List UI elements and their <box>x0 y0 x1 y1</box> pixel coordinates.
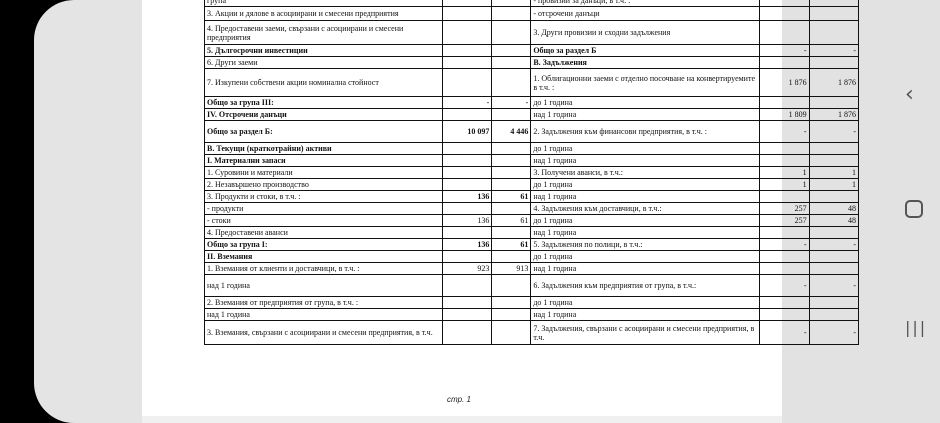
table-row <box>205 69 859 97</box>
asset-label: 6. Други заеми <box>205 57 443 69</box>
liability-label: 3. Други провизии и сходни задължения <box>531 21 760 45</box>
asset-previous <box>492 203 531 215</box>
asset-label: - стоки <box>205 215 443 227</box>
asset-current: 136 <box>442 215 491 227</box>
table-row <box>205 275 859 297</box>
table-row <box>205 121 859 143</box>
liability-label: до 1 година <box>531 179 760 191</box>
asset-previous <box>492 179 531 191</box>
asset-label: IV. Отсрочени данъци <box>205 109 443 121</box>
asset-current <box>442 21 491 45</box>
liability-current <box>760 251 809 263</box>
asset-previous <box>492 251 531 263</box>
asset-label: над 1 година <box>205 275 443 297</box>
liability-label: над 1 година <box>531 309 760 321</box>
liability-current: 1 876 <box>760 69 809 97</box>
table-row <box>205 309 859 321</box>
liability-previous <box>809 143 858 155</box>
liability-label: над 1 година <box>531 191 760 203</box>
liability-label: - отсрочени данъци <box>531 7 760 21</box>
asset-current <box>442 251 491 263</box>
asset-previous <box>492 45 531 57</box>
liability-label: до 1 година <box>531 215 760 227</box>
asset-current <box>442 227 491 239</box>
asset-label: група <box>205 0 443 7</box>
asset-previous <box>492 275 531 297</box>
asset-current <box>442 275 491 297</box>
liability-label: 7. Задължения, свързани с асоциирани и смесени предприятия, в т.ч. <box>531 321 760 345</box>
asset-previous <box>492 321 531 345</box>
recents-icon[interactable]: ||| <box>905 318 928 337</box>
liability-previous <box>809 297 858 309</box>
table-row <box>205 215 859 227</box>
table-row <box>205 109 859 121</box>
asset-previous: 913 <box>492 263 531 275</box>
asset-previous: 4 446 <box>492 121 531 143</box>
asset-label: 3. Акции и дялове в асоциирани и смесени предприятия <box>205 7 443 21</box>
asset-current <box>442 321 491 345</box>
asset-label: 7. Изкупени собствени акции номинална стойност <box>205 69 443 97</box>
liability-previous: - <box>809 121 858 143</box>
liability-previous <box>809 57 858 69</box>
liability-label: 3. Получени аванси, в т.ч.: <box>531 167 760 179</box>
asset-current <box>442 45 491 57</box>
table-row <box>205 155 859 167</box>
table-row <box>205 57 859 69</box>
liability-current: - <box>760 121 809 143</box>
liability-previous <box>809 21 858 45</box>
table-row <box>205 263 859 275</box>
asset-label: 1. Суровини и материали <box>205 167 443 179</box>
asset-label: 2. Вземания от предприятия от група, в т.ч. : <box>205 297 443 309</box>
next-page-edge <box>142 416 782 423</box>
liability-label: В. Задължения <box>531 57 760 69</box>
liability-previous <box>809 191 858 203</box>
table-row <box>205 45 859 57</box>
liability-previous: 1 <box>809 179 858 191</box>
liability-current <box>760 57 809 69</box>
asset-current: 10 097 <box>442 121 491 143</box>
liability-previous: - <box>809 321 858 345</box>
liability-label: 6. Задължения към предприятия от група, в т.ч.: <box>531 275 760 297</box>
liability-current <box>760 143 809 155</box>
table-row <box>205 179 859 191</box>
asset-current: 136 <box>442 191 491 203</box>
liability-current <box>760 97 809 109</box>
table-row <box>205 251 859 263</box>
liability-label: 5. Задължения по полици, в т.ч.: <box>531 239 760 251</box>
asset-label: 3. Вземания, свързани с асоциирани и смесени предприятия, в т.ч. <box>205 321 443 345</box>
asset-previous: 61 <box>492 215 531 227</box>
liability-label: - провизии за данъци, в т.ч. : <box>531 0 760 7</box>
asset-previous <box>492 155 531 167</box>
asset-current <box>442 167 491 179</box>
liability-label: над 1 година <box>531 263 760 275</box>
asset-current <box>442 109 491 121</box>
asset-label: 2. Незавършено производство <box>205 179 443 191</box>
liability-current: - <box>760 275 809 297</box>
liability-current <box>760 263 809 275</box>
asset-previous <box>492 7 531 21</box>
table-row <box>205 203 859 215</box>
asset-current <box>442 155 491 167</box>
liability-previous: - <box>809 45 858 57</box>
liability-current: 1 <box>760 179 809 191</box>
liability-label: Общо за раздел Б <box>531 45 760 57</box>
asset-previous <box>492 167 531 179</box>
asset-current: 136 <box>442 239 491 251</box>
asset-label: 5. Дългосрочни инвестиции <box>205 45 443 57</box>
asset-previous <box>492 57 531 69</box>
asset-previous: 61 <box>492 239 531 251</box>
asset-previous <box>492 21 531 45</box>
asset-previous <box>492 297 531 309</box>
table-row <box>205 297 859 309</box>
liability-current <box>760 297 809 309</box>
asset-label: I. Материални запаси <box>205 155 443 167</box>
liability-previous <box>809 97 858 109</box>
asset-previous: 61 <box>492 191 531 203</box>
asset-label: II. Вземания <box>205 251 443 263</box>
liability-previous <box>809 7 858 21</box>
asset-label: 1. Вземания от клиенти и доставчици, в т.ч. : <box>205 263 443 275</box>
table-row <box>205 7 859 21</box>
page-number: стр. 1 <box>447 395 471 404</box>
asset-previous <box>492 227 531 239</box>
asset-label: Общо за група I: <box>205 239 443 251</box>
liability-current: - <box>760 239 809 251</box>
asset-label: В. Текущи (краткотрайни) активи <box>205 143 443 155</box>
liability-label: 1. Облигационни заеми с отделно посочване на конвертируемите в т.ч. : <box>531 69 760 97</box>
table-row <box>205 239 859 251</box>
asset-current: - <box>442 97 491 109</box>
liability-label: 4. Задължения към доставчици, в т.ч.: <box>531 203 760 215</box>
liability-previous: 48 <box>809 215 858 227</box>
liability-current <box>760 309 809 321</box>
asset-previous <box>492 309 531 321</box>
liability-previous <box>809 251 858 263</box>
liability-label: до 1 година <box>531 251 760 263</box>
back-chevron-icon[interactable]: ‹ <box>905 82 914 107</box>
table-row <box>205 97 859 109</box>
asset-previous <box>492 143 531 155</box>
left-page-edge <box>34 0 144 423</box>
table-row <box>205 167 859 179</box>
liability-previous: 48 <box>809 203 858 215</box>
liability-previous: 1 <box>809 167 858 179</box>
liability-current: - <box>760 321 809 345</box>
liability-current <box>760 227 809 239</box>
asset-label: над 1 година <box>205 309 443 321</box>
liability-current: 1 <box>760 167 809 179</box>
table-row <box>205 321 859 345</box>
liability-current: 1 809 <box>760 109 809 121</box>
liability-label: до 1 година <box>531 143 760 155</box>
balance-sheet-table <box>204 0 859 345</box>
asset-previous: - <box>492 97 531 109</box>
table-row <box>205 227 859 239</box>
liability-previous: - <box>809 239 858 251</box>
asset-current <box>442 57 491 69</box>
liability-previous: 1 876 <box>809 109 858 121</box>
asset-current <box>442 179 491 191</box>
liability-label: до 1 година <box>531 297 760 309</box>
asset-label: 3. Продукти и стоки, в т.ч. : <box>205 191 443 203</box>
liability-current <box>760 155 809 167</box>
liability-previous <box>809 227 858 239</box>
asset-label: 4. Предоставени аванси <box>205 227 443 239</box>
liability-previous: 1 876 <box>809 69 858 97</box>
asset-current <box>442 69 491 97</box>
asset-label: - продукти <box>205 203 443 215</box>
liability-current: - <box>760 45 809 57</box>
liability-current <box>760 191 809 203</box>
liability-current <box>760 7 809 21</box>
asset-previous <box>492 69 531 97</box>
liability-previous: - <box>809 275 858 297</box>
asset-current <box>442 7 491 21</box>
liability-previous <box>809 263 858 275</box>
liability-current: 257 <box>760 215 809 227</box>
asset-label: Общо за раздел Б: <box>205 121 443 143</box>
liability-current: 257 <box>760 203 809 215</box>
liability-label: над 1 година <box>531 109 760 121</box>
asset-current <box>442 297 491 309</box>
asset-current <box>442 309 491 321</box>
liability-previous <box>809 309 858 321</box>
liability-label: до 1 година <box>531 97 760 109</box>
home-icon[interactable] <box>905 200 923 218</box>
table-row <box>205 21 859 45</box>
asset-label: Общо за група III: <box>205 97 443 109</box>
asset-label: 4. Предоставени заеми, свързани с асоциирани и смесени предприятия <box>205 21 443 45</box>
table-row <box>205 191 859 203</box>
asset-current <box>442 143 491 155</box>
liability-current <box>760 21 809 45</box>
liability-previous <box>809 155 858 167</box>
liability-label: 2. Задължения към финансови предприятия, в т.ч. : <box>531 121 760 143</box>
asset-current: 923 <box>442 263 491 275</box>
document-page <box>142 0 856 423</box>
liability-label: над 1 година <box>531 155 760 167</box>
table-row <box>205 143 859 155</box>
asset-current <box>442 203 491 215</box>
liability-label: над 1 година <box>531 227 760 239</box>
asset-previous <box>492 109 531 121</box>
